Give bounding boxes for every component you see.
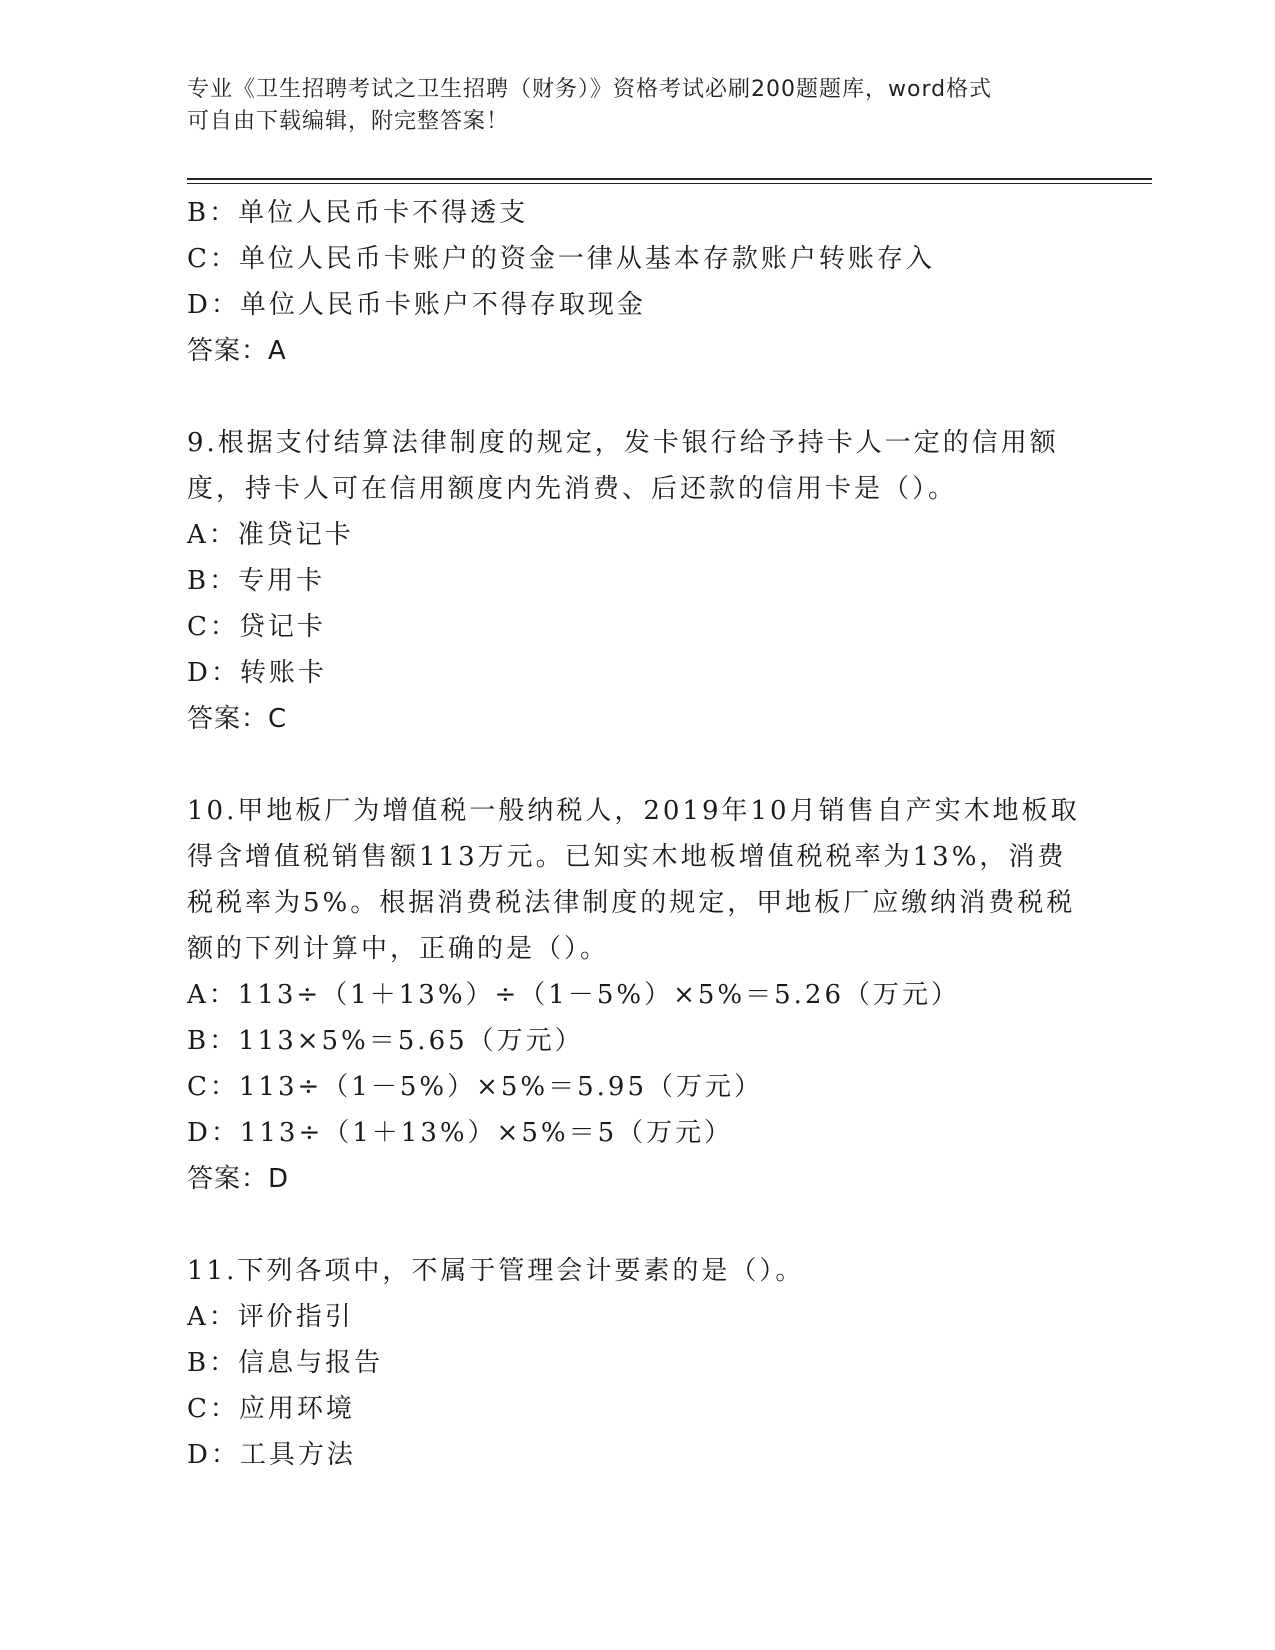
option-d: D：转账卡 (187, 658, 327, 688)
option-b: B：信息与报告 (187, 1348, 384, 1378)
document-header (187, 74, 1067, 138)
question-stem-line: 度，持卡人可在信用额度内先消费、后还款的信用卡是（）。 (187, 474, 958, 504)
header-line-2: 可自由下载编辑，附完整答案！ (187, 109, 510, 134)
question-stem-line: 额的下列计算中，正确的是（）。 (187, 934, 610, 964)
question-stem-line: 得含增值税销售额113万元。已知实木地板增值税税率为13%，消费 (187, 842, 1067, 872)
question-stem-line: 11.下列各项中，不属于管理会计要素的是（）。 (187, 1256, 805, 1286)
option-b: B：113×5%＝5.65（万元） (187, 1026, 584, 1056)
question-stem-line: 9.根据支付结算法律制度的规定，发卡银行给予持卡人一定的信用额 (187, 428, 1059, 458)
option-c: C：贷记卡 (187, 612, 326, 642)
answer: 答案：A (187, 336, 287, 366)
question-stem-line: 10.甲地板厂为增值税一般纳税人，2019年10月销售自产实木地板取 (187, 796, 1080, 826)
spacer (187, 1202, 1087, 1248)
option-b: B：单位人民币卡不得透支 (187, 198, 529, 228)
question-list (187, 190, 1087, 1478)
question-9 (187, 420, 1087, 742)
header-line-1: 专业《卫生招聘考试之卫生招聘（财务）》资格考试必刷200题题库，word格式 (187, 77, 993, 102)
question-10 (187, 788, 1087, 1202)
option-d: D：113÷（1＋13%）×5%＝5（万元） (187, 1118, 734, 1148)
question-stem-line: 税税率为5%。根据消费税法律制度的规定，甲地板厂应缴纳消费税税 (187, 888, 1076, 918)
option-a: A：评价指引 (187, 1302, 354, 1332)
option-c: C：单位人民币卡账户的资金一律从基本存款账户转账存入 (187, 244, 935, 274)
option-a: A：准贷记卡 (187, 520, 354, 550)
answer: 答案：C (187, 704, 288, 734)
option-d: D：工具方法 (187, 1440, 356, 1470)
question-8-tail (187, 190, 1087, 374)
option-c: C：应用环境 (187, 1394, 355, 1424)
option-b: B：专用卡 (187, 566, 326, 596)
question-11 (187, 1248, 1087, 1478)
header-divider-thick (187, 178, 1152, 180)
answer: 答案：D (187, 1164, 290, 1194)
option-c: C：113÷（1－5%）×5%＝5.95（万元） (187, 1072, 764, 1102)
spacer (187, 374, 1087, 420)
header-divider-thin (187, 183, 1152, 184)
spacer (187, 742, 1087, 788)
option-d: D：单位人民币卡账户不得存取现金 (187, 290, 646, 320)
option-a: A：113÷（1＋13%）÷（1－5%）×5%＝5.26（万元） (187, 980, 961, 1010)
